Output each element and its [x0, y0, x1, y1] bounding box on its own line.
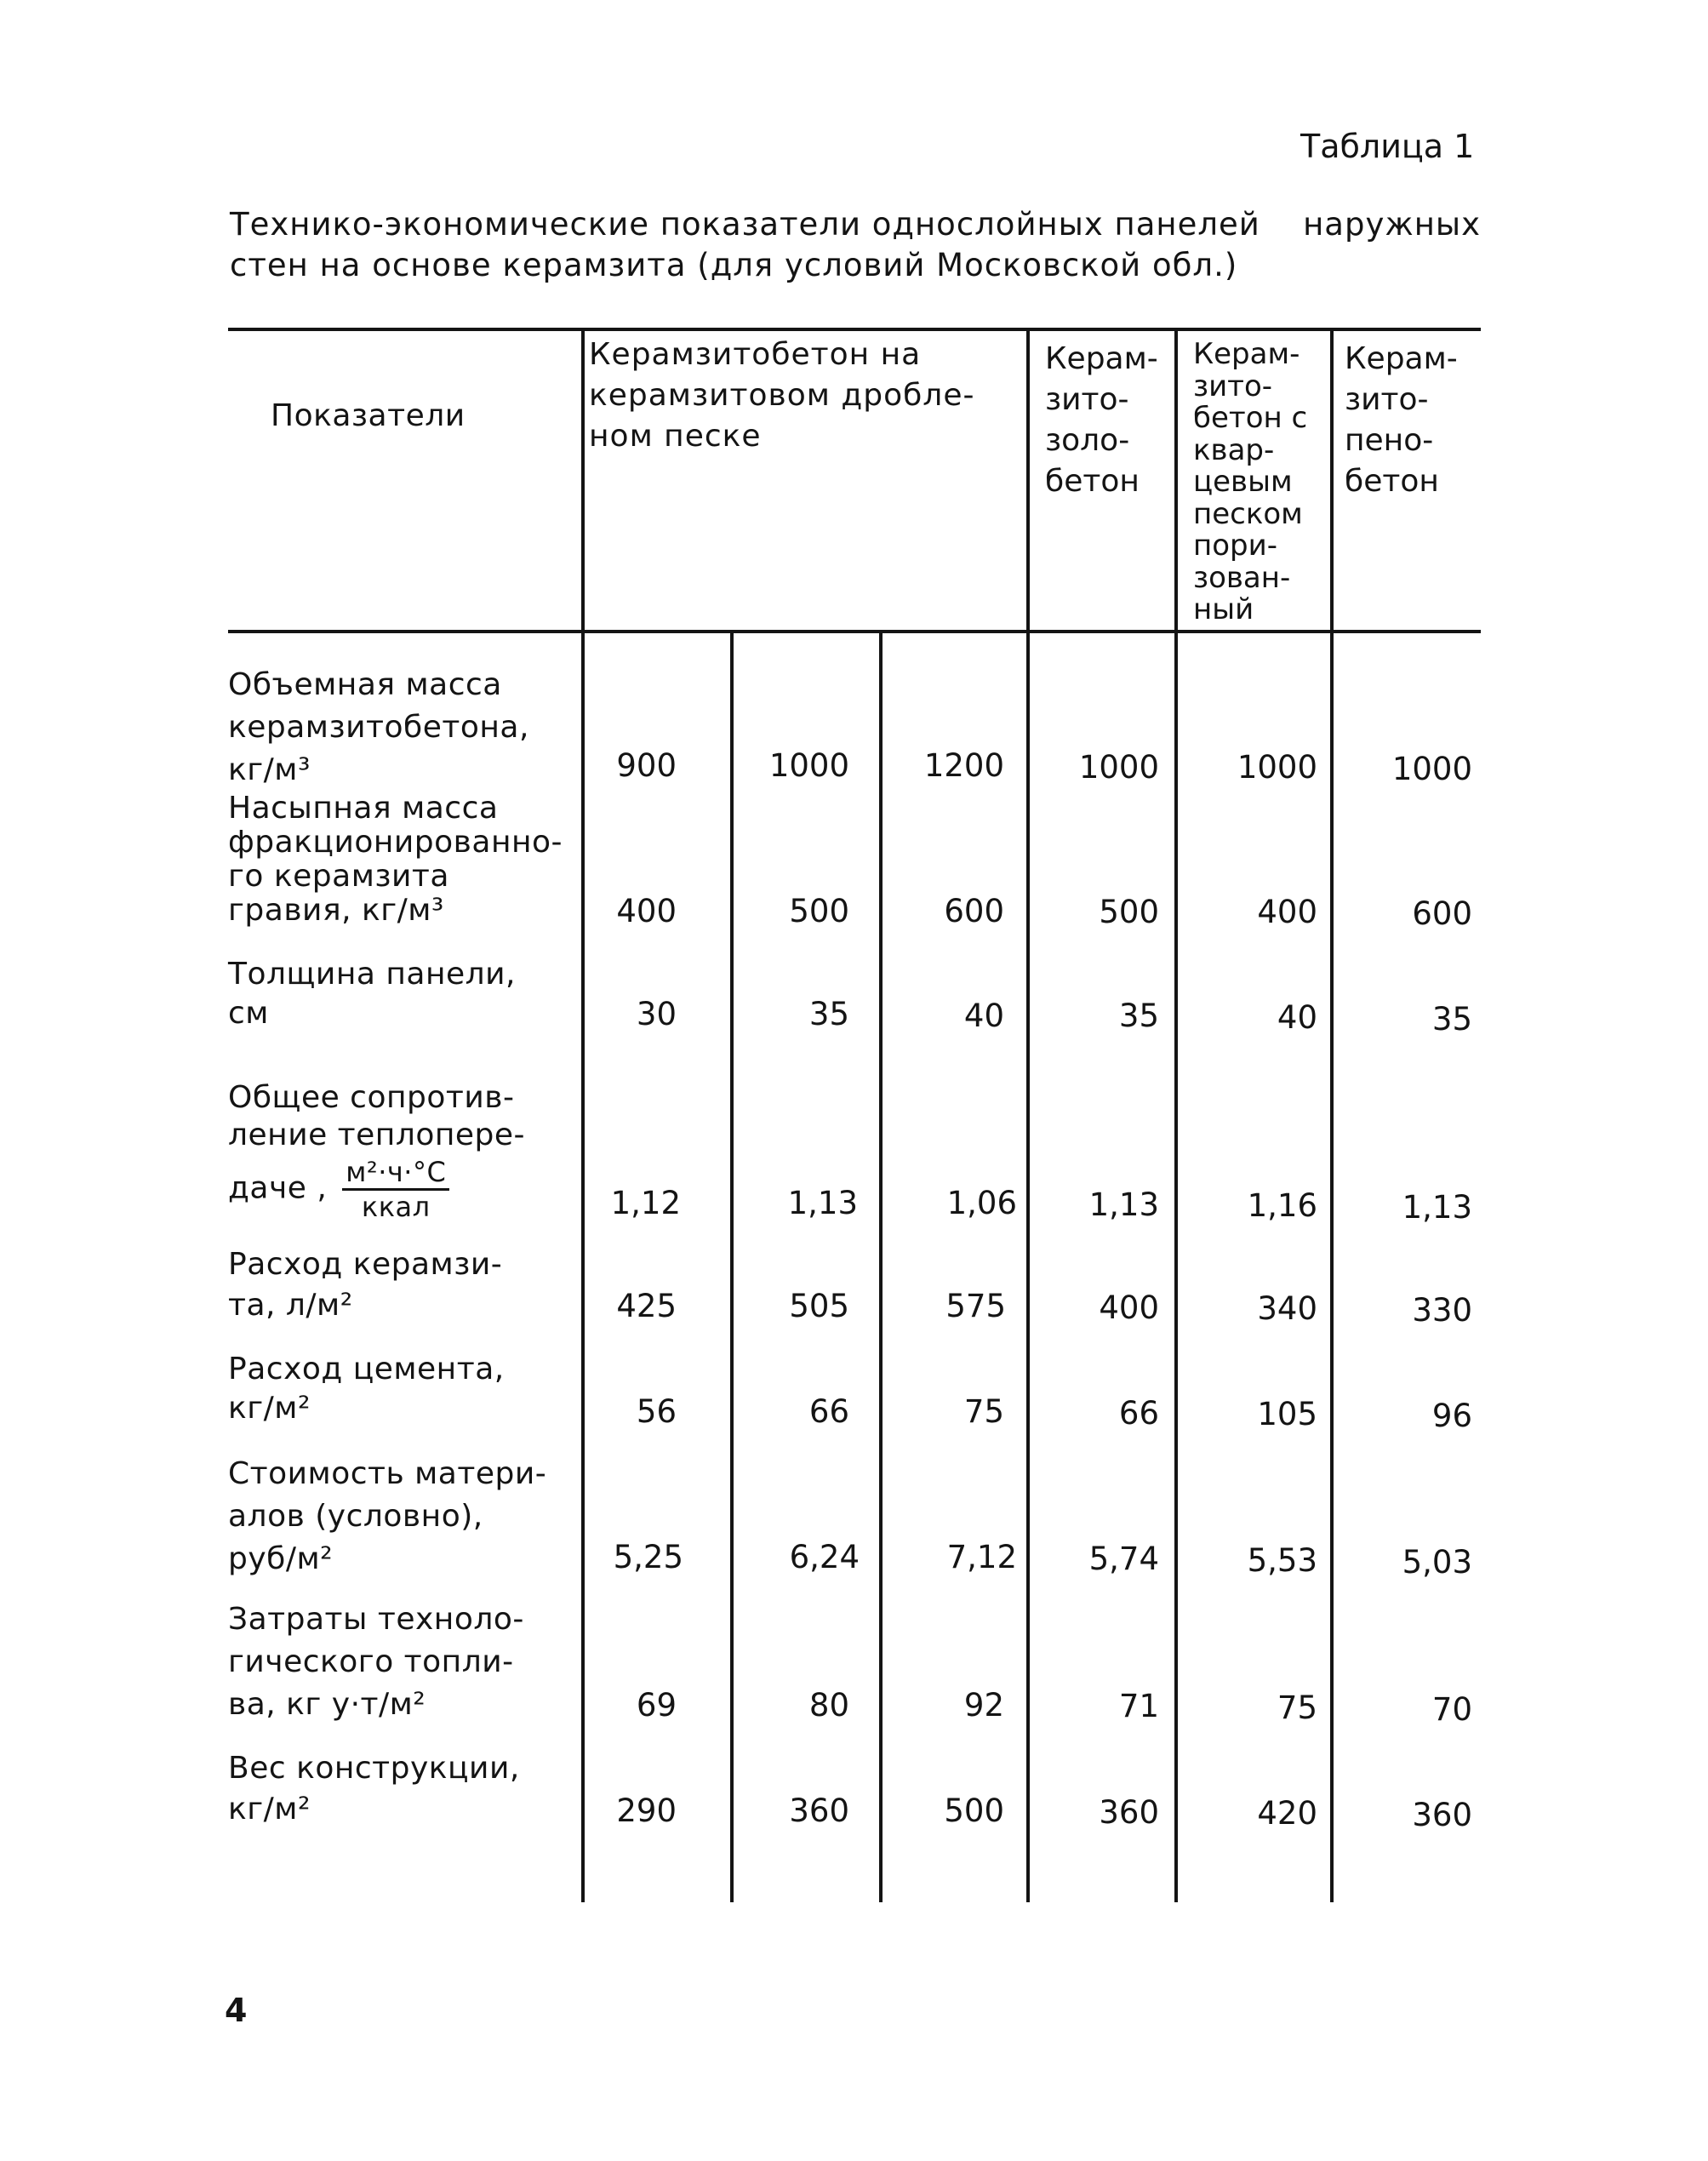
table-cell: 1,13: [1402, 1189, 1472, 1226]
table-cell: 1,06: [946, 1185, 1017, 1221]
table-cell: 5,25: [613, 1539, 683, 1575]
table-cell: 1200: [923, 747, 1004, 784]
table-cell: 1000: [1237, 749, 1317, 786]
table-cell: 900: [616, 747, 677, 784]
col-divider-5: [1174, 328, 1178, 1902]
table-cell: 96: [1431, 1398, 1472, 1434]
col-divider-4: [1026, 328, 1030, 1902]
unit-fraction: $\frac{\text{м²·ч·°С}}{\text{ккал}}$: [342, 1156, 449, 1223]
table-cell: 360: [789, 1792, 849, 1829]
header-bottom-rule: [228, 630, 1481, 633]
table-cell: 5,74: [1088, 1541, 1159, 1577]
row-label-thermal-resistance: Общее сопротив- ление теплопере- даче , $\frac{\text{м²·ч·°С}}{\text{ккал}}$: [228, 1080, 526, 1223]
row-label-gravel-mass: Насыпная масса фракционированно- го керамзита гравия, кг/м³: [228, 791, 563, 928]
table-cell: 1000: [768, 747, 849, 784]
table-cell: 500: [944, 1792, 1004, 1829]
table-cell: 360: [1099, 1794, 1159, 1831]
title-line-1-end: наружных: [1303, 206, 1481, 243]
header-group-keramzitobeton: Керамзитобетон на керамзитовом дробле- ном песке: [589, 337, 975, 454]
table-cell: 500: [1099, 894, 1159, 930]
header-col-5: Керам- зито- бетон с квар- цевым песком пори- зован- ный: [1193, 337, 1308, 626]
table-caption: Таблица 1: [1300, 128, 1475, 165]
table-cell: 56: [636, 1393, 677, 1430]
table-cell: 400: [1099, 1289, 1159, 1326]
header-col-4: Керам- зито- золо- бетон: [1045, 341, 1158, 499]
table-cell: 1000: [1391, 751, 1472, 787]
table-cell: 35: [808, 996, 849, 1032]
table-cell: 40: [1277, 999, 1317, 1036]
table-top-rule: [228, 328, 1481, 331]
title-line-1: Технико-экономические показатели однослойных панелей: [230, 206, 1260, 243]
table-cell: 400: [1257, 894, 1317, 930]
table-cell: 69: [636, 1687, 677, 1724]
row-label-panel-thickness: Толщина панели, см: [228, 957, 517, 1031]
table-cell: 5,03: [1402, 1544, 1472, 1581]
row-label-structure-weight: Вес конструкции, кг/м²: [228, 1751, 520, 1827]
table-cell: 5,53: [1247, 1542, 1317, 1579]
table-cell: 35: [1431, 1001, 1472, 1038]
row-label-cement-consumption: Расход цемента, кг/м²: [228, 1352, 505, 1426]
table-cell: 600: [1412, 895, 1472, 932]
page-number: 4: [225, 1992, 248, 2029]
table-cell: 505: [789, 1288, 849, 1324]
table-cell: 105: [1257, 1396, 1317, 1432]
table-cell: 75: [963, 1393, 1004, 1430]
table-cell: 40: [963, 998, 1004, 1034]
table-cell: 1,13: [1088, 1186, 1159, 1223]
table-cell: 1,16: [1247, 1187, 1317, 1224]
table-title: [230, 204, 1481, 286]
table-cell: 30: [636, 996, 677, 1032]
table-cell: 400: [616, 893, 677, 929]
header-indicators: Показатели: [271, 398, 466, 433]
table-cell: 1,12: [610, 1185, 681, 1221]
table-cell: 1000: [1078, 749, 1159, 786]
table-cell: 290: [616, 1792, 677, 1829]
table-cell: 71: [1118, 1688, 1159, 1724]
row-label-material-cost: Стоимость матери- алов (условно), руб/м²: [228, 1456, 547, 1576]
table-cell: 35: [1118, 998, 1159, 1034]
title-line-2: стен на основе керамзита (для условий Московской обл.): [230, 247, 1238, 283]
table-cell: 360: [1412, 1797, 1472, 1833]
table-cell: 75: [1277, 1689, 1317, 1726]
table-cell: 500: [789, 893, 849, 929]
col-divider-1: [581, 328, 585, 1902]
row-label-keramzit-consumption: Расход керамзи- та, л/м²: [228, 1247, 503, 1323]
table-cell: 70: [1431, 1691, 1472, 1728]
table-cell: 1,13: [787, 1185, 858, 1221]
table-cell: 66: [1118, 1395, 1159, 1432]
table-cell: 600: [944, 893, 1004, 929]
table-cell: 80: [808, 1687, 849, 1724]
table-cell: 7,12: [946, 1539, 1017, 1575]
table-cell: 340: [1257, 1290, 1317, 1327]
row-label-fuel-cost: Затраты техноло- гического топли- ва, кг у·т/м²: [228, 1602, 524, 1722]
table-cell: 6,24: [789, 1539, 860, 1575]
col-divider-6: [1330, 328, 1334, 1902]
header-col-6: Керам- зито- пено- бетон: [1345, 341, 1458, 499]
table-cell: 92: [963, 1687, 1004, 1724]
table-cell: 575: [945, 1288, 1006, 1324]
row-label-bulk-density: Объемная масса керамзитобетона, кг/м³: [228, 667, 529, 787]
table-cell: 425: [616, 1288, 677, 1324]
table-cell: 66: [808, 1393, 849, 1430]
table-cell: 330: [1412, 1292, 1472, 1329]
table-cell: 420: [1257, 1795, 1317, 1832]
